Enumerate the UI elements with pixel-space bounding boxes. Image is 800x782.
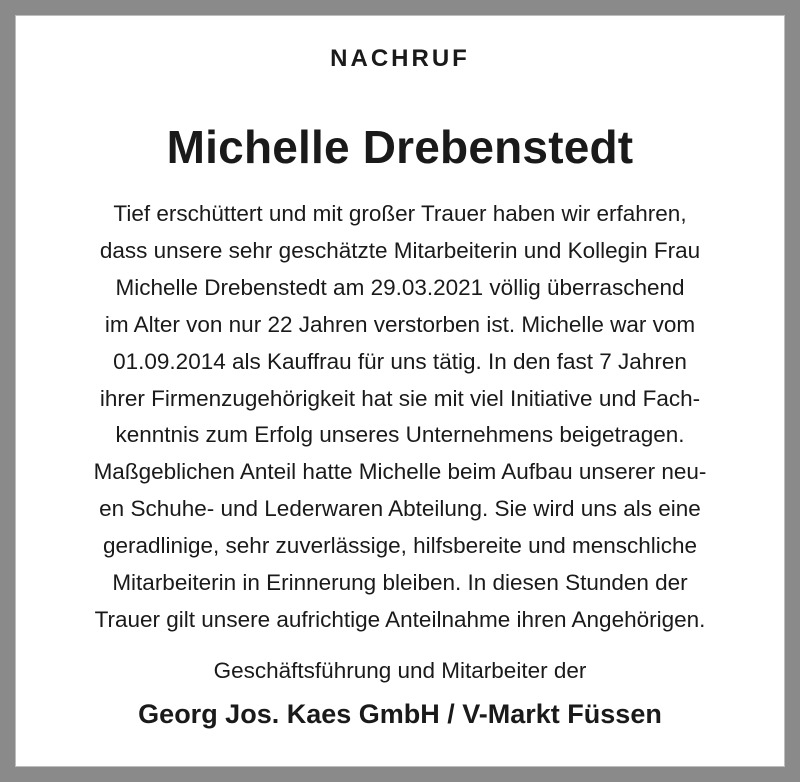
body-line: kenntnis zum Erfolg unseres Unternehmens beigetragen. xyxy=(115,422,685,448)
body-line: Mitarbeiterin in Erinnerung bleiben. In diesen Stunden der xyxy=(112,570,688,596)
body-line: geradlinige, sehr zuverlässige, hilfsbereite und menschliche xyxy=(102,533,698,559)
deceased-name: Michelle Drebenstedt xyxy=(166,121,634,173)
obituary-body xyxy=(0,196,800,639)
notice-heading: NACHRUF xyxy=(330,45,470,72)
body-line: Maßgeblichen Anteil hatte Michelle beim Aufbau unserer neu- xyxy=(93,459,707,485)
body-line: im Alter von nur 22 Jahren verstorben ist. Michelle war vom xyxy=(104,311,696,337)
company-name: Georg Jos. Kaes GmbH / V-Markt Füssen xyxy=(138,699,662,729)
body-line: dass unsere sehr geschätzte Mitarbeiterin und Kollegin Frau xyxy=(99,237,701,263)
signoff-text: Geschäftsführung und Mitarbeiter der xyxy=(213,658,587,683)
body-line: Trauer gilt unsere aufrichtige Anteilnahme ihren Angehörigen. xyxy=(94,606,706,632)
body-line: 01.09.2014 als Kauffrau für uns tätig. In den fast 7 Jahren xyxy=(113,348,687,374)
body-line: en Schuhe- und Lederwaren Abteilung. Sie wird uns als eine xyxy=(99,496,701,522)
body-line: ihrer Firmenzugehörigkeit hat sie mit viel Initiative und Fach- xyxy=(99,385,701,411)
body-line: Tief erschüttert und mit großer Trauer haben wir erfahren, xyxy=(113,201,687,226)
body-line: Michelle Drebenstedt am 29.03.2021 völlig überraschend xyxy=(115,274,685,300)
